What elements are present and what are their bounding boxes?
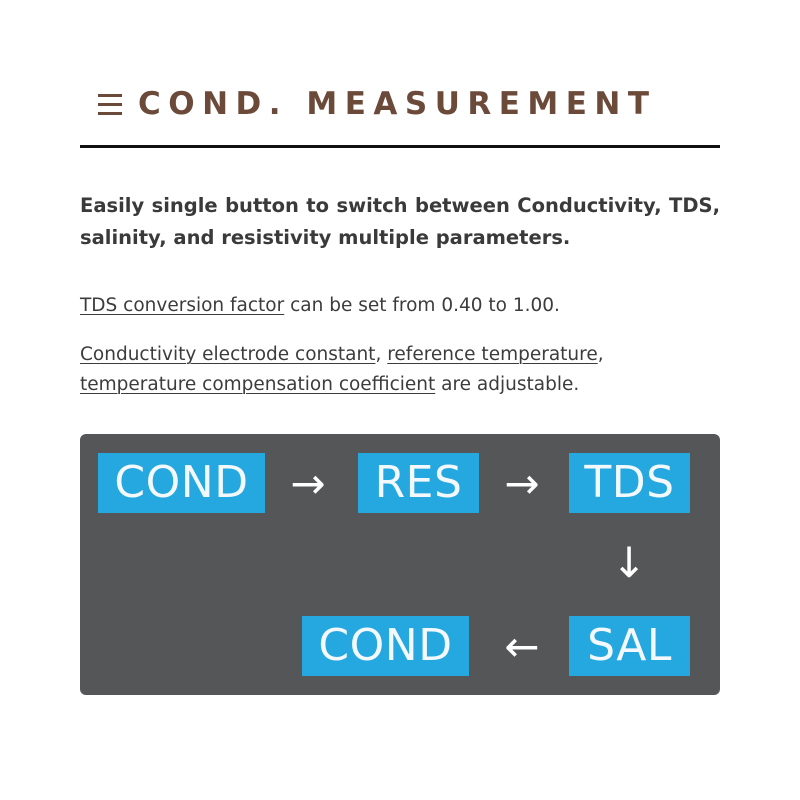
mode-res: RES bbox=[358, 453, 479, 513]
title-divider bbox=[80, 145, 720, 148]
temp-compensation-link[interactable]: temperature compensation coefficient bbox=[80, 374, 436, 395]
mode-tds: TDS bbox=[569, 453, 690, 513]
intro-text: Easily single button to switch between Conductivity, TDS, salinity, and resistivity multiple parameters. bbox=[80, 194, 720, 249]
arrow-right-1: → bbox=[290, 459, 326, 508]
menu-icon bbox=[98, 92, 122, 116]
section-header bbox=[98, 84, 657, 124]
mode-sal: SAL bbox=[569, 616, 690, 676]
tds-factor-link[interactable]: TDS conversion factor bbox=[80, 295, 285, 316]
mode-cond-top: COND bbox=[98, 453, 265, 513]
arrow-right-2: → bbox=[504, 459, 540, 508]
electrode-constant-link[interactable]: Conductivity electrode constant bbox=[80, 344, 376, 365]
separator-1: , bbox=[375, 344, 388, 365]
mode-flow-panel bbox=[80, 434, 720, 695]
reference-temperature-link[interactable]: reference temperature bbox=[387, 344, 598, 365]
tds-factor-text: can be set from 0.40 to 1.00. bbox=[284, 295, 560, 316]
adjustable-text: are adjustable. bbox=[435, 374, 580, 395]
mode-cond-bottom: COND bbox=[302, 616, 469, 676]
arrow-down: ↓ bbox=[611, 538, 647, 587]
separator-2: , bbox=[597, 344, 604, 365]
tds-factor-paragraph bbox=[80, 291, 740, 321]
arrow-left: ← bbox=[504, 622, 540, 671]
adjustable-params-paragraph bbox=[80, 340, 740, 400]
section-title: COND. MEASUREMENT bbox=[138, 86, 657, 122]
